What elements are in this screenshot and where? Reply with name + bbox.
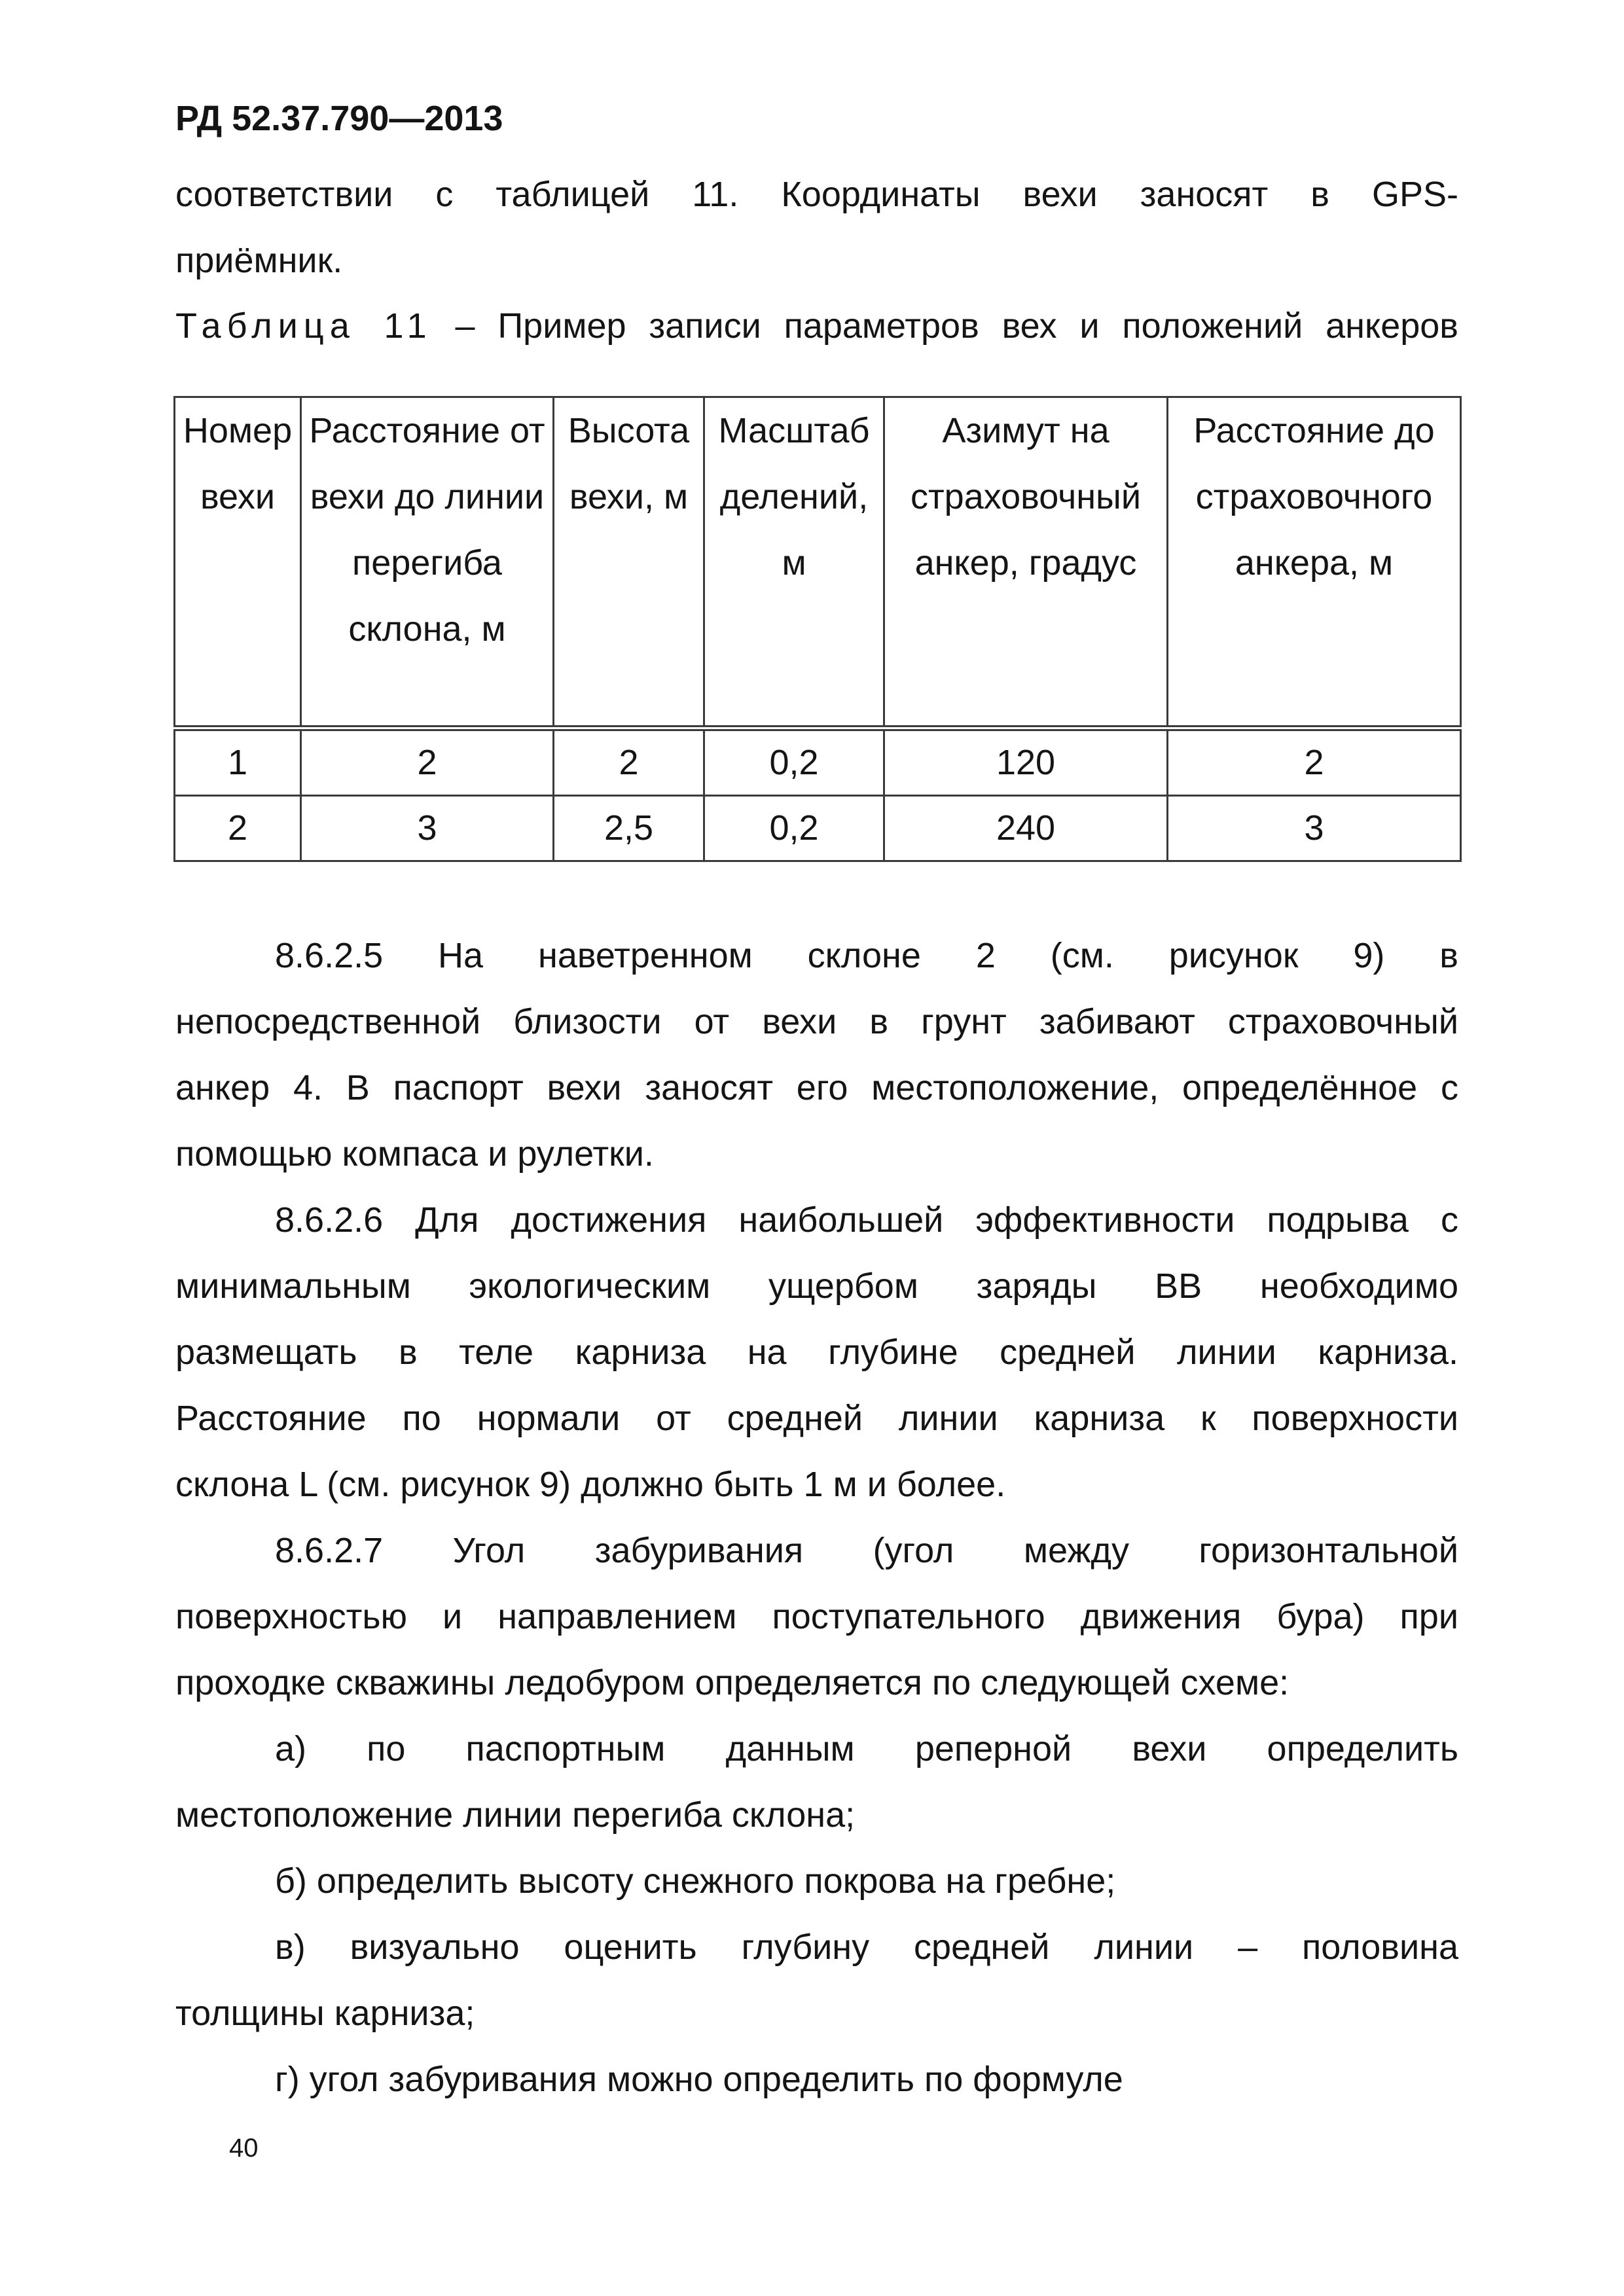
list-item-v: в) визуально оценить глубину средней линии – половина <box>275 1928 1458 1967</box>
table-caption-dash: – <box>455 306 475 346</box>
intro-line: приёмник. <box>175 241 343 280</box>
table-cell: 240 <box>884 796 1168 861</box>
paragraph-line: минимальным экологическим ущербом заряды ВВ необходимо <box>175 1266 1458 1306</box>
intro-text <box>175 162 1458 294</box>
table-header-cell: Азимут на страховочный анкер, градус <box>884 397 1168 728</box>
table-row <box>175 728 1461 796</box>
table-row <box>175 796 1461 861</box>
table-cell: 0,2 <box>704 796 884 861</box>
table-caption-title: Пример записи параметров вех и положений анкеров <box>497 306 1458 346</box>
table-header-cell: Высота вехи, м <box>554 397 704 728</box>
table-cell: 0,2 <box>704 728 884 796</box>
table-cell: 2 <box>175 796 301 861</box>
table-cell: 1 <box>175 728 301 796</box>
paragraph-line: склона L (см. рисунок 9) должно быть 1 м и более. <box>175 1465 1006 1504</box>
intro-line: соответствии с таблицей 11. Координаты вехи заносят в GPS- <box>175 175 1458 214</box>
table-cell: 2 <box>554 728 704 796</box>
list-item-b: б) определить высоту снежного покрова на гребне; <box>275 1861 1116 1901</box>
paragraph-line: поверхностью и направлением поступательного движения бура) при <box>175 1597 1458 1636</box>
list-item-a-cont: местоположение линии перегиба склона; <box>175 1795 856 1835</box>
table-caption-label: Таблица 11 <box>175 306 433 346</box>
paragraph-line: 8.6.2.7 Угол забуривания (угол между горизонтальной <box>275 1531 1458 1570</box>
table-header-cell: Расстояние до страховочного анкера, м <box>1168 397 1461 728</box>
table-header-cell: Расстояние от вехи до линии перегиба склона, м <box>301 397 554 728</box>
paragraph-line: непосредственной близости от вехи в грунт забивают страховочный <box>175 1002 1458 1041</box>
page-number: 40 <box>229 2134 259 2162</box>
table-cell: 2 <box>1168 728 1461 796</box>
paragraph-line: помощью компаса и рулетки. <box>175 1134 654 1174</box>
table-cell: 2,5 <box>554 796 704 861</box>
body-text <box>175 923 1458 2113</box>
list-item-v-cont: толщины карниза; <box>175 1994 475 2033</box>
table-cell: 120 <box>884 728 1168 796</box>
list-item-a: а) по паспортным данным реперной вехи определить <box>275 1729 1458 1768</box>
table-header-row <box>175 397 1461 728</box>
table-cell: 3 <box>301 796 554 861</box>
paragraph-line: Расстояние по нормали от средней линии карниза к поверхности <box>175 1399 1458 1438</box>
document-code: РД 52.37.790—2013 <box>175 99 503 138</box>
paragraph-line: размещать в теле карниза на глубине средней линии карниза. <box>175 1333 1458 1372</box>
table-cell: 2 <box>301 728 554 796</box>
paragraph-line: проходке скважины ледобуром определяется по следующей схеме: <box>175 1663 1290 1702</box>
paragraph-line: анкер 4. В паспорт вехи заносят его местоположение, определённое с <box>175 1068 1458 1107</box>
table-header-cell: Масштаб делений, м <box>704 397 884 728</box>
paragraph-line: 8.6.2.6 Для достижения наибольшей эффективности подрыва с <box>275 1200 1458 1240</box>
parameters-table <box>173 396 1462 862</box>
table-header-cell: Номер вехи <box>175 397 301 728</box>
table-cell: 3 <box>1168 796 1461 861</box>
list-item-g: г) угол забуривания можно определить по формуле <box>275 2060 1123 2099</box>
table-caption <box>175 293 1458 359</box>
paragraph-line: 8.6.2.5 На наветренном склоне 2 (см. рисунок 9) в <box>275 936 1458 975</box>
